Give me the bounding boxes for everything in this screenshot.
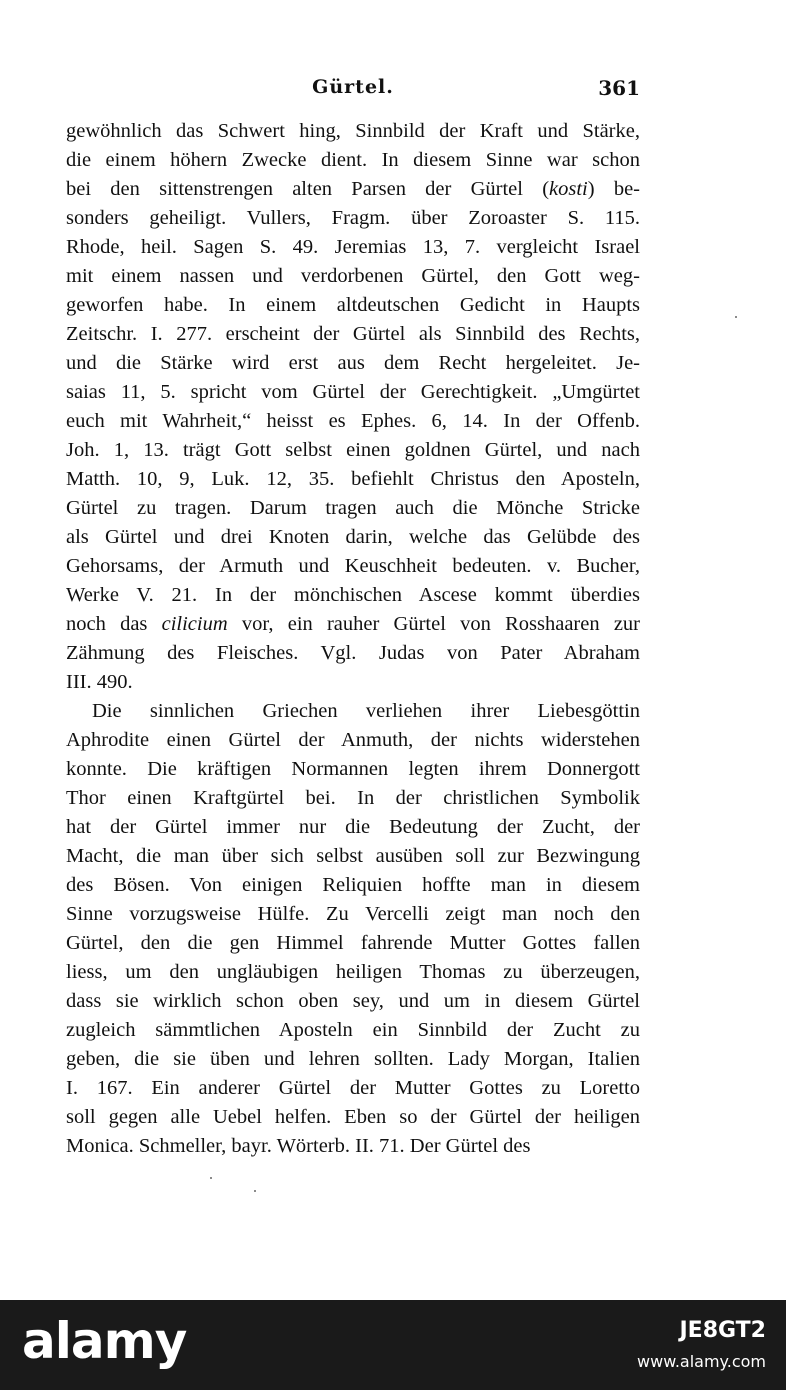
page-header (66, 76, 640, 106)
text-line: euch mit Wahrheit,“ heisst es Ephes. 6, 14. In der Offenb. (66, 410, 640, 432)
text-line: Gürtel, den die gen Himmel fahrende Mutter Gottes fallen (66, 932, 640, 954)
text-line: zugleich sämmtlichen Aposteln ein Sinnbild der Zucht zu (66, 1019, 640, 1041)
text-line: Gürtel zu tragen. Darum tragen auch die Mönche Stricke (66, 497, 640, 519)
text-line: Die sinnlichen Griechen verliehen ihrer Liebesgöttin (92, 700, 640, 722)
text-line: Rhode, heil. Sagen S. 49. Jeremias 13, 7. vergleicht Israel (66, 236, 640, 258)
text-line: konnte. Die kräftigen Normannen legten ihrem Donnergott (66, 758, 640, 780)
text-line: Macht, die man über sich selbst ausüben soll zur Bezwingung (66, 845, 640, 867)
running-title: Gürtel. (312, 76, 394, 98)
body-text (66, 117, 640, 1161)
alamy-logo: alamy (22, 1312, 187, 1370)
text-line: I. 167. Ein anderer Gürtel der Mutter Gottes zu Loretto (66, 1077, 640, 1099)
text-line: als Gürtel und drei Knoten darin, welche das Gelübde des (66, 526, 640, 548)
text-line: bei den sittenstrengen alten Parsen der Gürtel (kosti) be- (66, 178, 640, 200)
text-line: Zeitschr. I. 277. erscheint der Gürtel als Sinnbild des Rechts, (66, 323, 640, 345)
text-line: geben, die sie üben und lehren sollten. Lady Morgan, Italien (66, 1048, 640, 1070)
text-line: liess, um den ungläubigen heiligen Thomas zu überzeugen, (66, 961, 640, 983)
text-line: und die Stärke wird erst aus dem Recht hergeleitet. Je- (66, 352, 640, 374)
text-line: Gehorsams, der Armuth und Keuschheit bedeuten. v. Bucher, (66, 555, 640, 577)
text-line: Joh. 1, 13. trägt Gott selbst einen goldnen Gürtel, und nach (66, 439, 640, 461)
text-line: die einem höhern Zwecke dient. In diesem Sinne war schon (66, 149, 640, 171)
text-line: sonders geheiligt. Vullers, Fragm. über Zoroaster S. 115. (66, 207, 640, 229)
text-line: hat der Gürtel immer nur die Bedeutung der Zucht, der (66, 816, 640, 838)
text-line: gewöhnlich das Schwert hing, Sinnbild der Kraft und Stärke, (66, 120, 640, 142)
text-line: Monica. Schmeller, bayr. Wörterb. II. 71. Der Gürtel des (66, 1135, 531, 1157)
text-line: saias 11, 5. spricht vom Gürtel der Gerechtigkeit. „Umgürtet (66, 381, 640, 403)
speck (735, 316, 737, 318)
text-line: des Bösen. Von einigen Reliquien hoffte man in diesem (66, 874, 640, 896)
text-line: dass sie wirklich schon oben sey, und um in diesem Gürtel (66, 990, 640, 1012)
text-line: noch das cilicium vor, ein rauher Gürtel von Rosshaaren zur (66, 613, 640, 635)
text-line: geworfen habe. In einem altdeutschen Gedicht in Haupts (66, 294, 640, 316)
text-line: Sinne vorzugsweise Hülfe. Zu Vercelli zeigt man noch den (66, 903, 640, 925)
text-line: Aphrodite einen Gürtel der Anmuth, der nichts widerstehen (66, 729, 640, 751)
text-line: Thor einen Kraftgürtel bei. In der christlichen Symbolik (66, 787, 640, 809)
page-number: 361 (598, 76, 640, 100)
site-url: www.alamy.com (637, 1352, 766, 1371)
text-line: Zähmung des Fleisches. Vgl. Judas von Pater Abraham (66, 642, 640, 664)
text-line: Werke V. 21. In der mönchischen Ascese kommt überdies (66, 584, 640, 606)
text-line: soll gegen alle Uebel helfen. Eben so der Gürtel der heiligen (66, 1106, 640, 1128)
speck (210, 1177, 212, 1179)
watermark-bar (0, 1300, 786, 1390)
speck (254, 1190, 256, 1192)
text-line: mit einem nassen und verdorbenen Gürtel, den Gott weg- (66, 265, 640, 287)
text-line: III. 490. (66, 671, 133, 693)
text-line: Matth. 10, 9, Luk. 12, 35. befiehlt Christus den Aposteln, (66, 468, 640, 490)
image-id: JE8GT2 (679, 1318, 766, 1343)
